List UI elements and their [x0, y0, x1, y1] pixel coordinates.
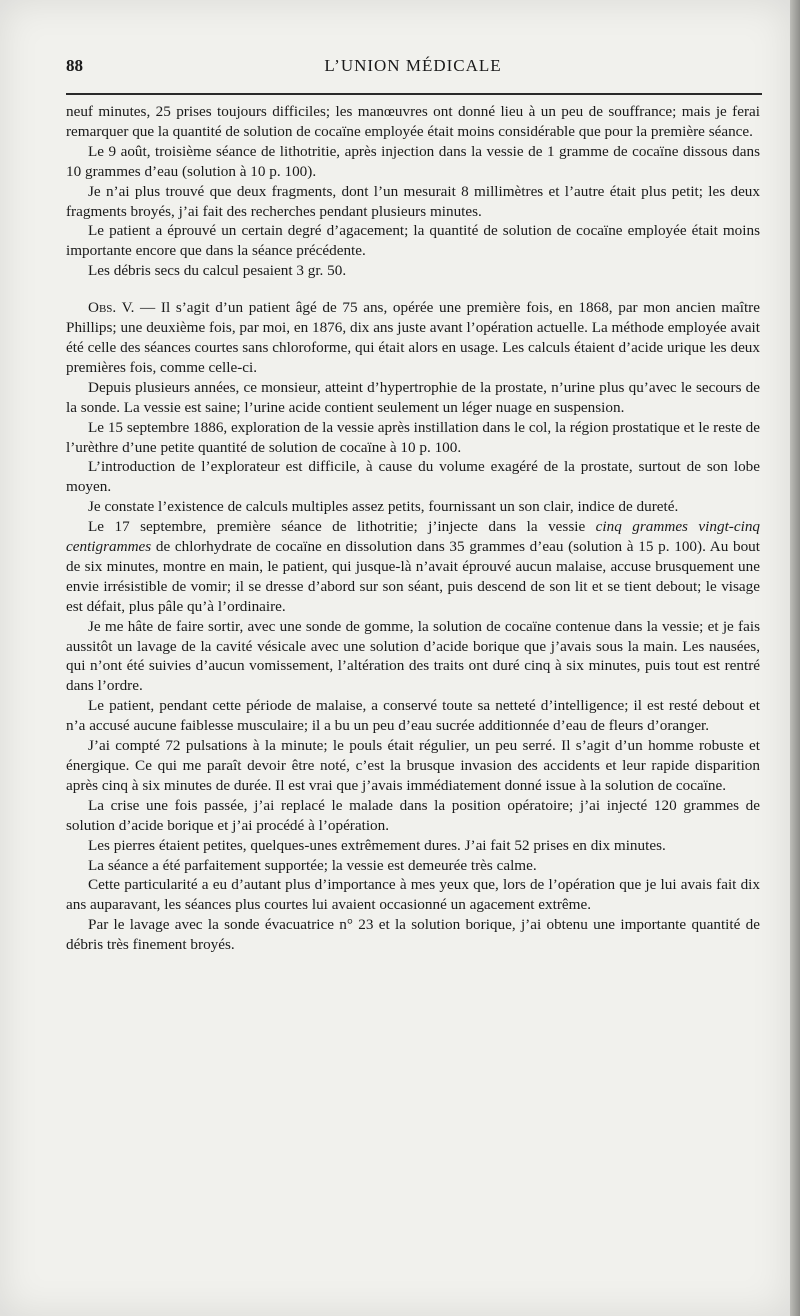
article-body [66, 102, 760, 955]
page-number: 88 [66, 56, 83, 75]
paragraph: Le 15 septembre 1886, exploration de la vessie après instillation dans le col, la région prostatique et le reste de l’urèthre d’une petite quantité de solution de cocaïne à 10 p. 100. [66, 418, 760, 456]
paragraph: Le patient, pendant cette période de malaise, a conservé toute sa netteté d’intelligence; il est resté debout et n’a accusé aucune faiblesse musculaire; il a bu un peu d’eau sucrée additionnée d’eau de fleurs d’oranger. [66, 697, 760, 735]
paragraph: Par le lavage avec la sonde évacuatrice n° 23 et la solution borique, j’ai obtenu une importante quantité de débris très finement broyés. [66, 916, 760, 954]
paragraph: Le 9 août, troisième séance de lithotritie, après injection dans la vessie de 1 gramme de cocaïne dissous dans 10 grammes d’eau (solution à 10 p. 100). [66, 142, 760, 180]
paragraph [66, 517, 760, 617]
running-title: L’UNION MÉDICALE [324, 56, 502, 75]
observation-opening: — Il s’agit d’un patient âgé de 75 ans, opérée une première fois, en 1868, par mon ancien maître Phillips; une deuxième fois, par moi, en 1876, dix ans juste avant l’opération actuelle. La méthode employée avait été celle des séances courtes sans chloroforme, qui était alors en usage. Les calculs étaient d’acide urique les deux premières fois, comme celle-ci. [66, 299, 760, 376]
paragraph: Je n’ai plus trouvé que deux fragments, dont l’un mesurait 8 millimètres et l’autre était plus petit; les deux fragments broyés, j’ai fait des recherches pendant plusieurs minutes. [66, 182, 760, 220]
paragraph: La crise une fois passée, j’ai replacé le malade dans la position opératoire; j’ai injecté 120 grammes de solution d’acide borique et j’ai procédé à l’opération. [66, 796, 760, 834]
paragraph: Cette particularité a eu d’autant plus d’importance à mes yeux que, lors de l’opération que je lui avais fait dix ans auparavant, les séances plus courtes lui avaient occasionné un agacement extrême. [66, 876, 760, 914]
paragraph: L’introduction de l’explorateur est difficile, à cause du volume exagéré de la prostate, surtout de son lobe moyen. [66, 458, 760, 496]
italic-dose: cinq grammes vingt-cinq centigrammes [66, 518, 761, 556]
paragraph: Je constate l’existence de calculs multiples assez petits, fournissant un son clair, indice de dureté. [88, 498, 679, 516]
page-header [66, 56, 760, 82]
observation-heading-paragraph [66, 298, 760, 378]
observation-label: Obs. V. [88, 299, 135, 317]
paragraph: Je me hâte de faire sortir, avec une sonde de gomme, la solution de cocaïne contenue dans la vessie; et je fais aussitôt un lavage de la cavité vésicale avec une solution d’acide borique que j’avais sous la main. Les nausées, qui n’ont été suivies d’aucun vomissement, l’altération des traits ont duré cinq à six minutes, puis tout est rentré dans l’ordre. [66, 617, 760, 695]
text-run: Le 17 septembre, première séance de lithotritie; j’injecte dans la vessie [88, 518, 596, 536]
paragraph: Depuis plusieurs années, ce monsieur, atteint d’hypertrophie de la prostate, n’urine plus qu’avec le secours de la sonde. La vessie est saine; l’urine acide contient seulement un léger nuage en suspension. [66, 378, 760, 416]
paragraph-continued: neuf minutes, 25 prises toujours difficiles; les manœuvres ont donné lieu à un peu de souffrance; mais je ferai remarquer que la quantité de solution de cocaïne employée était moins considérable que pour la première séance. [66, 103, 760, 140]
paragraph: Les pierres étaient petites, quelques-unes extrêmement dures. J’ai fait 52 prises en dix minutes. [88, 836, 666, 854]
paragraph: Les débris secs du calcul pesaient 3 gr. 50. [88, 262, 347, 280]
header-rule [66, 93, 762, 95]
paragraph: Le patient a éprouvé un certain degré d’agacement; la quantité de solution de cocaïne employée était moins importante encore que dans la séance précédente. [66, 222, 760, 260]
text-run: de chlorhydrate de cocaïne en dissolution dans 35 grammes d’eau (solution à 15 p. 100). Au bout de six minutes, montre en main, le patient, qui jusque-là n’avait éprouvé aucun malaise, accuse brusquement une envie irrésistible de vomir; il se dresse d’abord sur son séant, puis descend de son lit et se tient debout; le visage est défait, plus pâle qu’à l’ordinaire. [66, 538, 760, 615]
paragraph: J’ai compté 72 pulsations à la minute; le pouls était régulier, un peu serré. Il s’agit d’un homme robuste et énergique. Ce qui me paraît devoir être noté, c’est la brusque invasion des accidents et leur rapide disparition après cinq à six minutes de durée. Il est vrai que j’avais immédiatement donné issue à la solution de cocaïne. [66, 737, 760, 794]
paragraph: La séance a été parfaitement supportée; la vessie est demeurée très calme. [88, 856, 537, 874]
page-edge [790, 0, 800, 1316]
